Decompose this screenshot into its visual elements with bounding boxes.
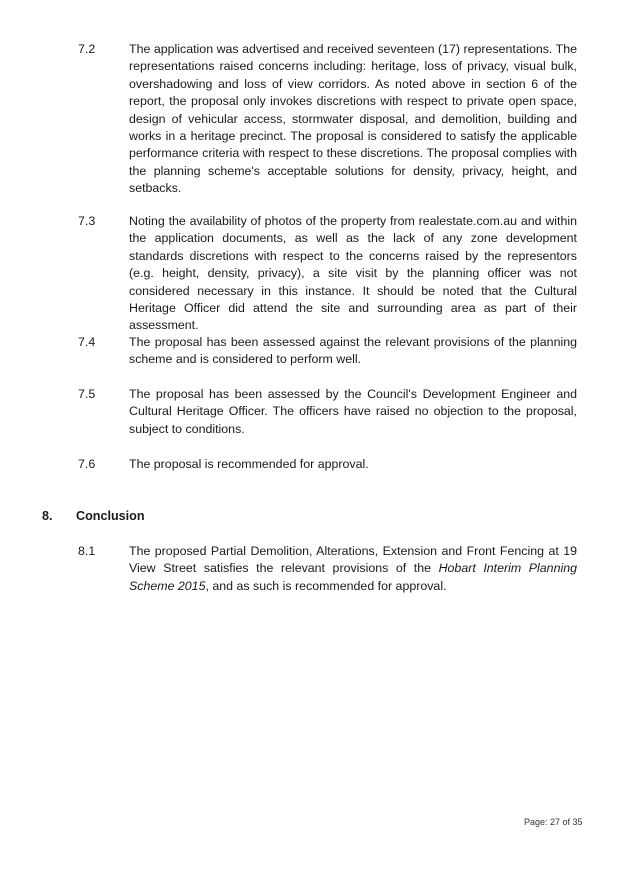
section-number: 8.: [42, 509, 53, 523]
paragraph-text: [129, 543, 577, 595]
conclusion-text-after: , and as such is recommended for approval.: [205, 578, 447, 593]
paragraph-number: 7.2: [78, 42, 96, 56]
planning-scheme-name: Hobart Interim Planning Scheme 2015: [129, 561, 577, 593]
paragraph-text: Noting the availability of photos of the property from realestate.com.au and within the application documents, as well as the lack of any zone development standards discretions with respect to the concerns raised by the representors (e.g. height, density, privacy), a site visit by the planning officer was not considered necessary in this instance. It should be noted that the Cultural Heritage Officer did attend the site and surrounding area as part of their assessment.: [129, 214, 577, 333]
paragraph-number: 7.6: [78, 457, 96, 471]
paragraph-text: The proposal is recommended for approval.: [129, 457, 369, 471]
section-title: Conclusion: [76, 509, 145, 523]
paragraph-number: 7.4: [78, 335, 96, 349]
page-number: Page: 27 of 35: [524, 817, 583, 827]
paragraph-text: The proposal has been assessed against the relevant provisions of the planning scheme and is considered to perform well.: [129, 335, 577, 367]
paragraph-text: The proposal has been assessed by the Council's Development Engineer and Cultural Heritage Officer. The officers have raised no objection to the proposal, subject to conditions.: [129, 387, 577, 436]
paragraph-text: The application was advertised and received seventeen (17) representations. The representations raised concerns including: heritage, loss of privacy, visual bulk, overshadowing and loss of view corridors. As noted above in section 6 of the report, the proposal only invokes discretions with respect to private open space, design of vehicular access, stormwater disposal, and demolition, building and works in a heritage precinct. The proposal is considered to satisfy the applicable performance criteria with respect to these discretions. The proposal complies with the planning scheme's acceptable solutions for density, privacy, height, and setbacks.: [129, 42, 577, 196]
paragraph-number: 8.1: [78, 544, 96, 558]
paragraph-number: 7.5: [78, 387, 96, 401]
conclusion-text-before: The proposed Partial Demolition, Alterations, Extension and Front Fencing at 19 View Street satisfies the relevant provisions of the: [129, 544, 577, 576]
paragraph-number: 7.3: [78, 214, 96, 228]
